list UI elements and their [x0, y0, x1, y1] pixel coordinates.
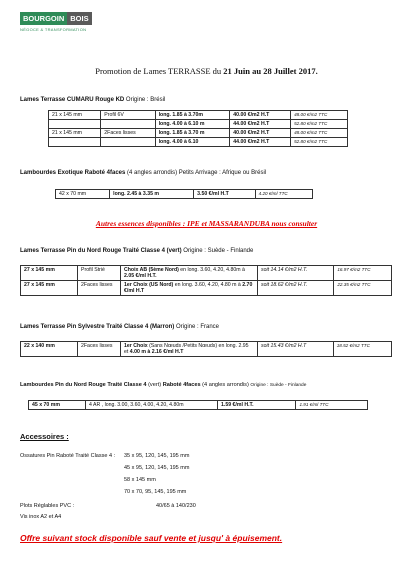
accessories-title: Accessoires :	[20, 432, 69, 441]
company-logo	[20, 12, 92, 32]
table-row: 22 x 140 mm 2Faces lisses 1er Choix (Sans Nœuds /Petits Nœuds) en long. 2.95 et 4.00 m à 2.16 €/ml H.T soit 15.43 €/m2 H.T 18.52 €/m2 TTC	[21, 342, 392, 357]
logo-tagline: NÉGOCE & TRANSFORMATION	[20, 27, 87, 32]
other-species-notice: Autres essences disponibles : IPE et MASSARANDUBA nous consulter	[95, 219, 318, 228]
ossatures-size: 58 x 145 mm	[124, 477, 156, 483]
table-row: 42 x 70 mm long. 2.45 à 3.35 m 3.50 €/ml H.T 4.20 €/ml TTC	[56, 190, 313, 199]
promo-title: Promotion de Lames TERRASSE du 21 Juin au 28 Juillet 2017.	[95, 66, 318, 76]
ossatures-size: 70 x 70, 95, 145, 195 mm	[124, 489, 187, 495]
table-row: 45 x 70 mm 4 AR , long. 3.00, 3.60, 4.00, 4.20, 4.80m 1.59 €/ml H.T. 1.91 €/ml TTC	[29, 401, 368, 410]
table-lambourdes-exotique	[55, 189, 313, 199]
logo-part2: BOIS	[67, 12, 91, 25]
table-row: 21 x 145 mm 2Faces lisses long. 1.85 à 3.70 m 40.00 €/m2 H.T 48.00 €/m2 TTC	[49, 129, 348, 138]
table-row: 27 x 145 mm Profil Strié Choix AB (5ème Nord) en long. 3.60, 4.20, 4.80m à 2.05 €/ml H.T. soit 14.14 €/m2 H.T. 16.97 €/m2 TTC	[21, 266, 392, 281]
table-lambourdes-pin	[28, 400, 368, 410]
ossatures-label: Ossatures Pin Raboté Traité Classe 4 :	[20, 453, 116, 459]
table-row: 21 x 145 mm Profil 6V long. 1.85 à 3.70m 40.00 €/m2 H.T 48.00 €/m2 TTC	[49, 111, 348, 120]
table-row: long. 4.00 à 6.10 m 44.00 €/m2 H.T 52.80 €/m2 TTC	[49, 120, 348, 129]
stock-disclaimer: Offre suivant stock disponible sauf vente et jusqu' à épuisement.	[20, 533, 283, 543]
ossatures-size: 35 x 95, 120, 145, 195 mm	[124, 453, 190, 459]
plots-value: 40/65 à 140/230	[156, 503, 196, 509]
table-cumaru	[48, 110, 348, 147]
section-pin-nord-title: Lames Terrasse Pin du Nord Rouge Traité Classe 4 (vert) Origine : Suède - Finlande	[20, 248, 254, 254]
section-cumaru-title: Lames Terrasse CUMARU Rouge KD Origine : Brésil	[20, 97, 166, 103]
table-row: 27 x 145 mm 2Faces lisses 1er Choix (US Nord) en long. 3.60, 4.20, 4.80 m à 2.70 €/ml H.T soit 18.62 €/m2 H.T. 22.35 €/m2 TTC	[21, 281, 392, 296]
plots-label: Plots Réglables PVC :	[20, 503, 75, 509]
table-row: long. 4.00 à 6.10 44.00 €/m2 H.T 52.80 €/m2 TTC	[49, 138, 348, 147]
vis-inox: Vis inox A2 et A4	[20, 514, 62, 520]
section-pin-sylvestre-title: Lames Terrasse Pin Sylvestre Traité Classe 4 (Marron) Origine : France	[20, 324, 219, 330]
logo-part1: BOURGOIN	[20, 12, 67, 25]
table-pin-nord	[20, 265, 392, 296]
table-pin-sylvestre	[20, 341, 392, 357]
ossatures-size: 45 x 95, 120, 145, 195 mm	[124, 465, 190, 471]
section-lambourdes-exotique-title: Lambourdes Exotique Raboté 4faces (4 angles arrondis) Petits Arrivage : Afrique ou Brésil	[20, 170, 267, 176]
section-lambourdes-pin-title: Lambourdes Pin du Nord Rouge Traité Classe 4 (vert) Raboté 4faces (4 angles arrondis) Origine : Suède - Finlande	[20, 382, 307, 388]
